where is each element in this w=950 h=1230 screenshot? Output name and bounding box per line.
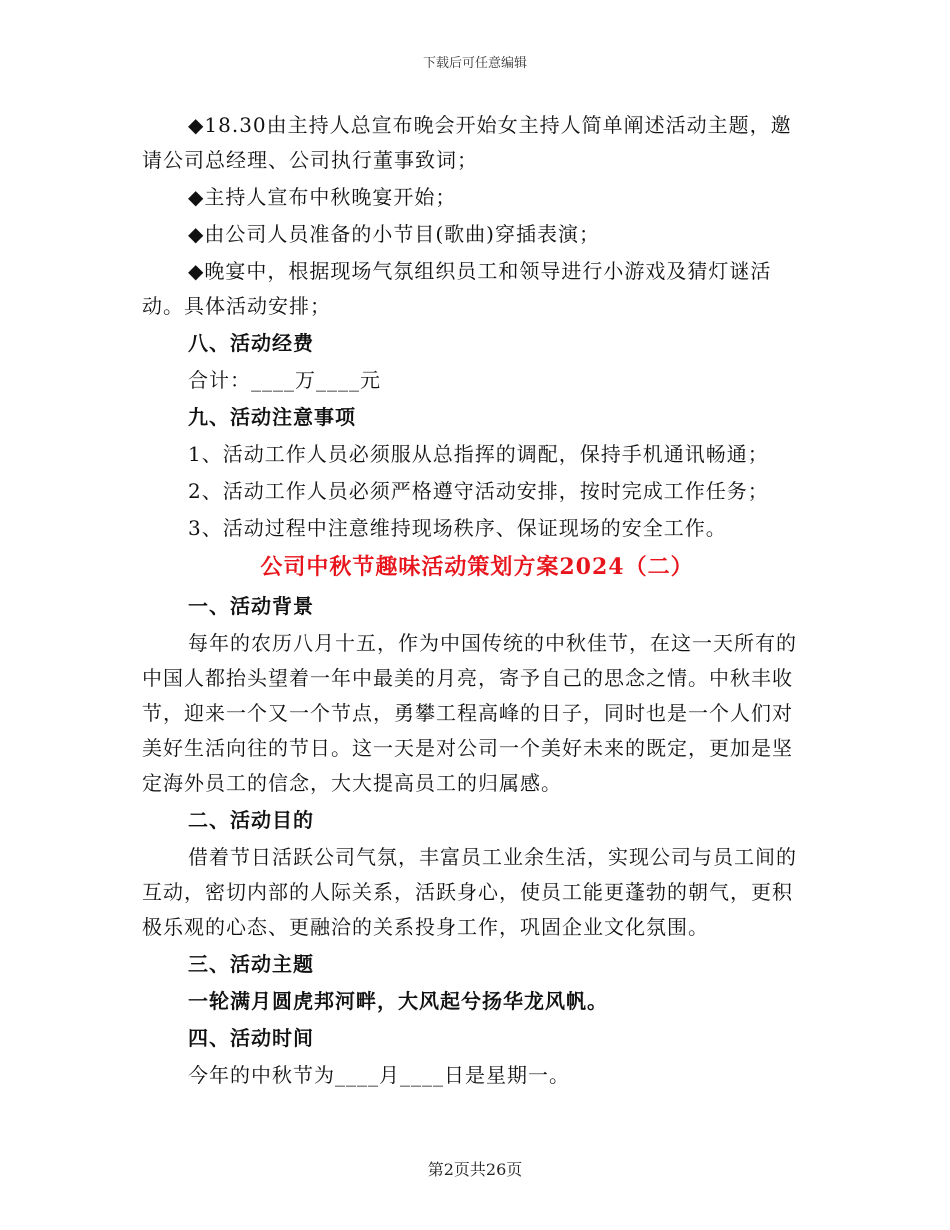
- document-title: 公司中秋节趣味活动策划方案2024（二）: [260, 554, 694, 580]
- paragraph: 借着节日活跃公司气氛，丰富员工业余生活，实现公司与员工间的互动，密切内部的人际关系，活跃身心，使员工能更蓬勃的朝气，更积极乐观的心态、更融洽的关系投身工作，巩固企业文化氛围。: [142, 845, 797, 939]
- theme-slogan: 一轮满月圆虎邦河畔，大风起兮扬华龙风帆。: [188, 989, 608, 1013]
- section-heading: 一、活动背景: [188, 594, 314, 618]
- list-item: 2、活动工作人员必须严格遵守活动安排，按时完成工作任务；: [188, 479, 769, 503]
- paragraph: ◆18.30由主持人总宣布晚会开始女主持人简单阐述活动主题，邀请公司总经理、公司执行董事致词；: [142, 113, 792, 172]
- section-heading: 九、活动注意事项: [188, 405, 356, 429]
- section-heading: 二、活动目的: [188, 808, 314, 832]
- list-item: 3、活动过程中注意维持现场秩序、保证现场的安全工作。: [188, 516, 727, 540]
- paragraph: ◆由公司人员准备的小节目(歌曲)穿插表演；: [188, 222, 600, 246]
- page-header-note: 下载后可任意编辑: [422, 56, 527, 71]
- page-number: 第2页共26页: [427, 1160, 523, 1179]
- section-heading: 三、活动主题: [188, 952, 314, 976]
- paragraph: ◆主持人宣布中秋晚宴开始；: [188, 185, 457, 209]
- section-heading: 四、活动时间: [188, 1026, 314, 1050]
- document-body: [142, 108, 812, 1093]
- list-item: 1、活动工作人员必须服从总指挥的调配，保持手机通讯畅通；: [188, 442, 769, 466]
- paragraph: ◆晚宴中，根据现场气氛组织员工和领导进行小游戏及猜灯谜活动。具体活动安排；: [142, 259, 772, 318]
- paragraph: 每年的农历八月十五，作为中国传统的中秋佳节，在这一天所有的中国人都抬头望着一年中最美的月亮，寄予自己的思念之情。中秋丰收节，迎来一个又一个节点，勇攀工程高峰的日子，同时也是一个人们对美好生活向往的节日。这一天是对公司一个美好未来的既定，更加是坚定海外员工的信念，大大提高员工的归属感。: [142, 631, 797, 795]
- section-heading: 八、活动经费: [188, 331, 314, 355]
- budget-line: 合计：____万____元: [188, 368, 381, 392]
- date-line: 今年的中秋节为____月____日是星期一。: [188, 1063, 570, 1087]
